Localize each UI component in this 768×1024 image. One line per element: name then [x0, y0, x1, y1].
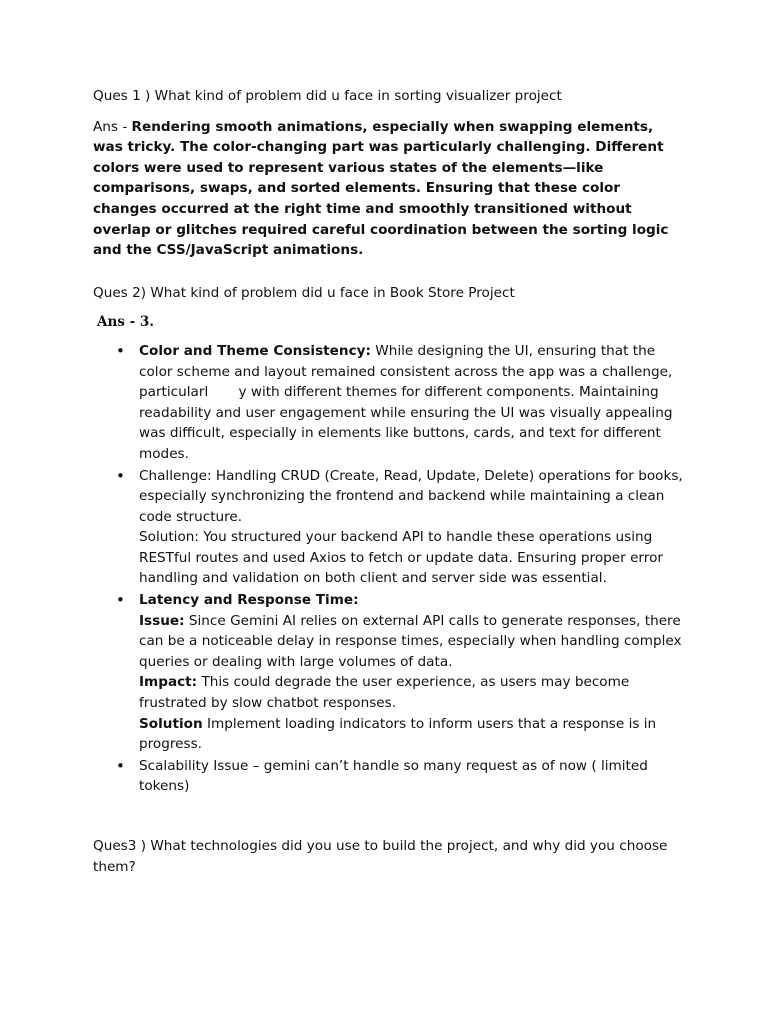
bullet-latency-issue [139, 611, 683, 673]
issue-label: Issue: [139, 612, 185, 629]
bullet-latency-solution [139, 714, 683, 755]
answer-2-heading: Ans - 3. [97, 314, 154, 331]
question-3: Ques3 ) What technologies did you use to build the project, and why did you choose them? [93, 838, 668, 875]
bullet-latency-impact [139, 672, 683, 713]
impact-label: Impact: [139, 674, 198, 691]
solution-label: Solution [139, 715, 203, 732]
question-2: Ques 2) What kind of problem did u face in Book Store Project [93, 284, 515, 301]
answer-1 [93, 117, 683, 261]
answer-1-prefix: Ans - [93, 118, 132, 135]
bullet-crud-solution-text: Solution: You structured your backend API to handle these operations using RESTful routes and used Axios to fetch or update data. Ensuring proper error handling and validation on both client and server side was essential. [139, 529, 663, 587]
bullet-color-theme [139, 341, 683, 465]
bullet-scalability [139, 756, 683, 797]
answer-2-bullet-list [93, 341, 683, 797]
bullet-scalability-text: Scalability Issue – gemini can’t handle so many request as of now ( limited tokens) [139, 757, 648, 795]
impact-text: This could degrade the user experience, as users may become frustrated by slow chatbot responses. [139, 674, 630, 712]
bullet-color-theme-title: Color and Theme Consistency: [139, 342, 371, 359]
bullet-latency [139, 590, 683, 755]
answer-1-text: Rendering smooth animations, especially when swapping elements, was tricky. The color-changing part was particularly challenging. Different colors were used to represent various states of the elements—like comparisons, swaps, and sorted elements. Ensuring that these color changes occurred at the right time and smoothly transitioned without overlap or glitches required careful coordination between the sorting logic and the CSS/JavaScript animations. [93, 118, 669, 259]
issue-text: Since Gemini AI relies on external API calls to generate responses, there can be a noticeable delay in response times, especially when handling complex queries or dealing with large volumes of data. [139, 612, 682, 670]
bullet-latency-title: • Latency and Response Time: [139, 592, 359, 609]
question-1: Ques 1 ) What kind of problem did u face in sorting visualizer project [93, 88, 562, 104]
bullet-crud-challenge [139, 466, 683, 590]
document-page [93, 86, 683, 877]
bullet-crud-challenge-text: • Challenge: Handling CRUD (Create, Read, Update, Delete) operations for books, especially synchronizing the frontend and backend while maintaining a clean code structure. [139, 467, 683, 525]
solution-text: Implement loading indicators to inform users that a response is in progress. [139, 715, 657, 753]
bullet-color-theme-text: While designing the UI, ensuring that the color scheme and layout remained consistent across the app was a challenge, particularl y with different themes for different components. Maintaining readability and user engagement while ensuring the UI was visually appealing was difficult, especially in elements like buttons, cards, and text for different modes. [139, 342, 677, 462]
